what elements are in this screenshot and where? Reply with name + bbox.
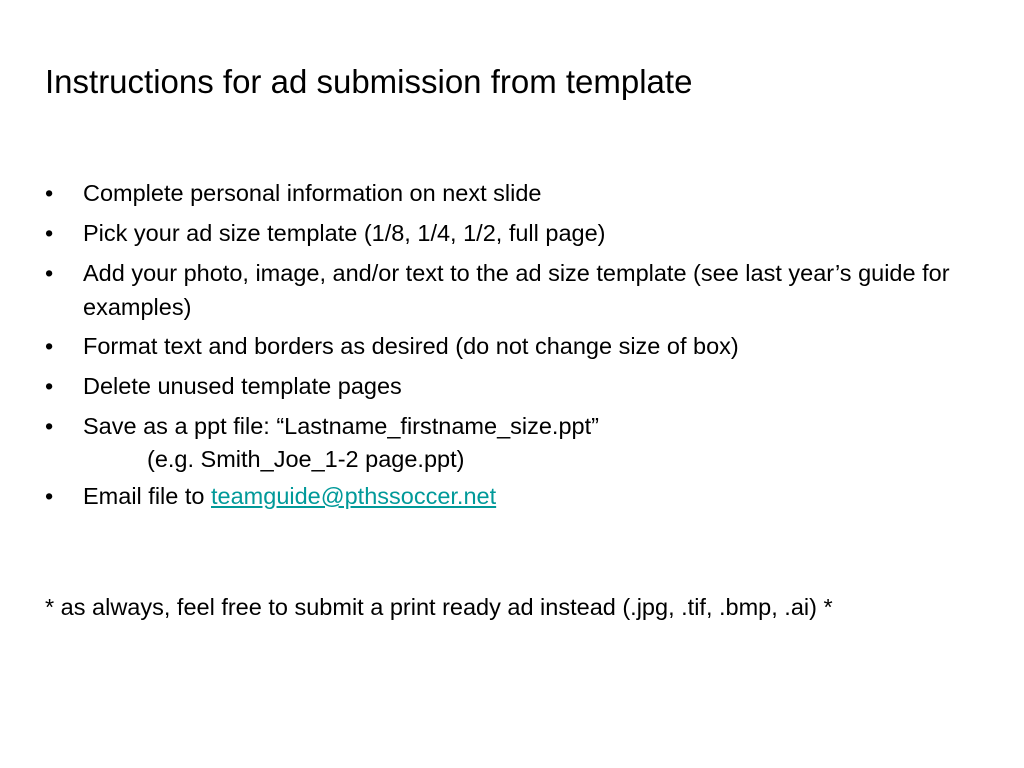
list-item-text: Add your photo, image, and/or text to the ad size template (see last year’s guide for examples) bbox=[83, 260, 950, 320]
bullet-icon: • bbox=[45, 260, 54, 286]
list-item bbox=[45, 479, 985, 514]
list-item-example: (e.g. Smith_Joe_1-2 page.ppt) bbox=[147, 446, 465, 472]
footnote: * as always, feel free to submit a print ready ad instead (.jpg, .tif, .bmp, .ai) * bbox=[45, 594, 833, 620]
list-item bbox=[45, 369, 985, 404]
bullet-icon: • bbox=[45, 483, 54, 509]
bullet-icon: • bbox=[45, 220, 54, 246]
email-link[interactable]: teamguide@pthssoccer.net bbox=[211, 483, 497, 509]
list-item-text: Complete personal information on next slide bbox=[83, 180, 542, 206]
bullet-icon: • bbox=[45, 413, 54, 439]
bullet-icon: • bbox=[45, 180, 54, 206]
bullet-icon: • bbox=[45, 373, 54, 399]
list-item bbox=[45, 329, 985, 364]
list-item-text: Email file to bbox=[83, 483, 211, 509]
slide-title: Instructions for ad submission from template bbox=[45, 63, 693, 100]
instruction-list bbox=[45, 176, 985, 519]
list-item bbox=[45, 409, 985, 474]
list-item-text: Save as a ppt file: “Lastname_firstname_size.ppt” bbox=[83, 413, 599, 439]
list-item-text: Delete unused template pages bbox=[83, 373, 402, 399]
bullet-icon: • bbox=[45, 333, 54, 359]
list-item-text: Pick your ad size template (1/8, 1/4, 1/2, full page) bbox=[83, 220, 606, 246]
list-item bbox=[45, 176, 985, 211]
list-item bbox=[45, 216, 985, 251]
list-item bbox=[45, 256, 985, 324]
list-item-text: Format text and borders as desired (do not change size of box) bbox=[83, 333, 739, 359]
